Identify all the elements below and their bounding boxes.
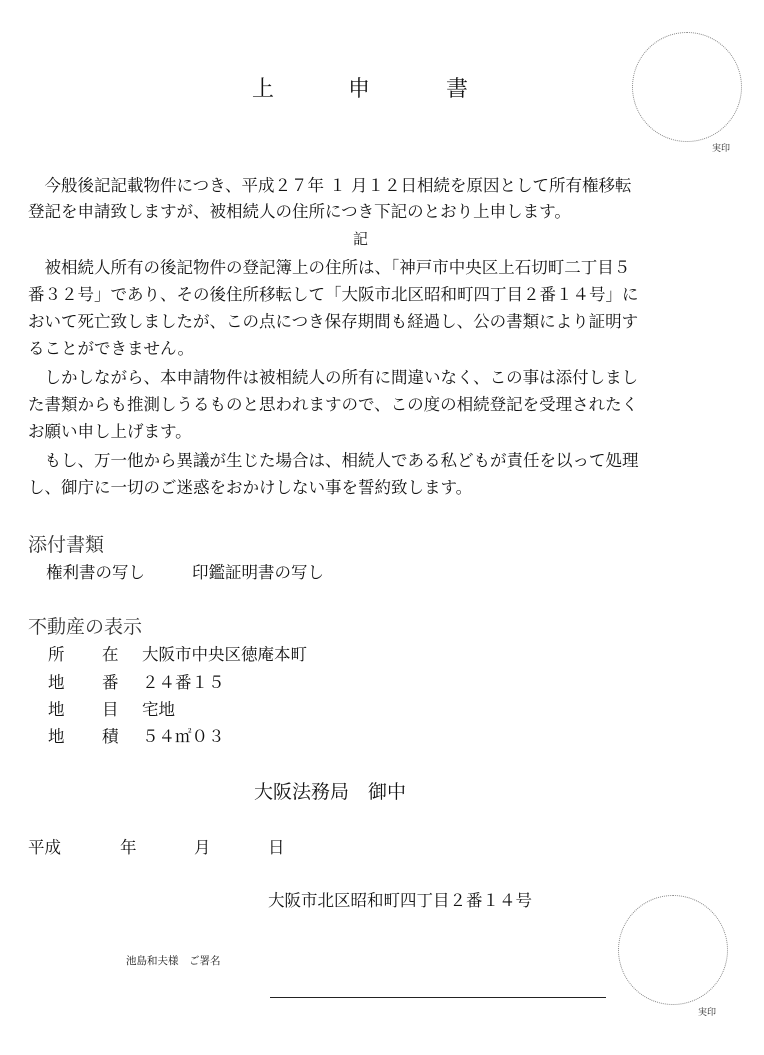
signature-line <box>270 997 606 998</box>
paragraph-1-line-1: 今般後記記載物件につき、平成２７年 １ 月１２日相続を原因として所有権移転 <box>28 176 632 195</box>
property-key-1: 所 <box>48 645 65 664</box>
property-value: 宅地 <box>142 700 175 719</box>
property-key-1: 地 <box>48 700 65 719</box>
property-value: 大阪市中央区徳庵本町 <box>142 645 307 664</box>
title-char-1: 上 <box>252 77 275 102</box>
attachments-heading: 添付書類 <box>28 534 105 556</box>
property-value: ２４番１５ <box>142 673 225 692</box>
title-char-3: 書 <box>446 77 469 102</box>
date-year: 年 <box>120 838 137 857</box>
paragraph-4-line-2: し、御庁に一切のご迷惑をおかけしない事を誓約致します。 <box>28 478 473 497</box>
paragraph-3-line-2: た書類からも推測しうるものと思われますので、この度の相続登記を受理されたく <box>28 395 639 414</box>
property-key-2: 積 <box>102 727 119 746</box>
date-era: 平成 <box>28 838 61 857</box>
date-day: 日 <box>268 838 285 857</box>
property-key-2: 在 <box>102 645 119 664</box>
date-month: 月 <box>194 838 211 857</box>
paragraph-1-line-2: 登記を申請致しますが、被相続人の住所につき下記のとおり上申します。 <box>28 202 571 221</box>
attachment-item-1: 権利書の写し <box>46 563 145 582</box>
property-key-2: 番 <box>102 673 119 692</box>
paragraph-2-line-4: ることができません。 <box>28 339 194 358</box>
ki-mark: 記 <box>353 230 369 248</box>
seal-circle-top <box>632 32 742 142</box>
paragraph-2-line-3: おいて死亡致しましたが、この点につき保存期間も経過し、公の書類により証明す <box>28 312 639 331</box>
property-heading: 不動産の表示 <box>28 616 143 638</box>
signer-name: 池島和夫様 ご署名 <box>126 955 221 967</box>
property-key-2: 目 <box>102 700 119 719</box>
paragraph-3-line-1: しかしながら、本申請物件は被相続人の所有に間違いなく、この事は添付しまし <box>28 368 639 387</box>
addressee: 大阪法務局 御中 <box>254 781 407 803</box>
property-key-1: 地 <box>48 727 65 746</box>
paragraph-2-line-2: 番３２号」であり、その後住所移転して「大阪市北区昭和町四丁目２番１４号」に <box>28 285 639 304</box>
property-value: ５４㎡０３ <box>142 727 225 746</box>
paragraph-4-line-1: もし、万一他から異議が生じた場合は、相続人である私どもが責任を以って処理 <box>28 451 639 470</box>
seal-label-bottom: 実印 <box>698 1008 717 1018</box>
property-key-1: 地 <box>48 673 65 692</box>
paragraph-3-line-3: お願い申し上げます。 <box>28 422 192 441</box>
applicant-address: 大阪市北区昭和町四丁目２番１４号 <box>268 891 532 910</box>
seal-circle-bottom <box>618 895 728 1005</box>
attachment-item-2: 印鑑証明書の写し <box>192 563 324 582</box>
seal-label-top: 実印 <box>712 144 731 154</box>
title-char-2: 申 <box>348 77 371 102</box>
paragraph-2-line-1: 被相続人所有の後記物件の登記簿上の住所は、「神戸市中央区上石切町二丁目５ <box>28 258 631 277</box>
